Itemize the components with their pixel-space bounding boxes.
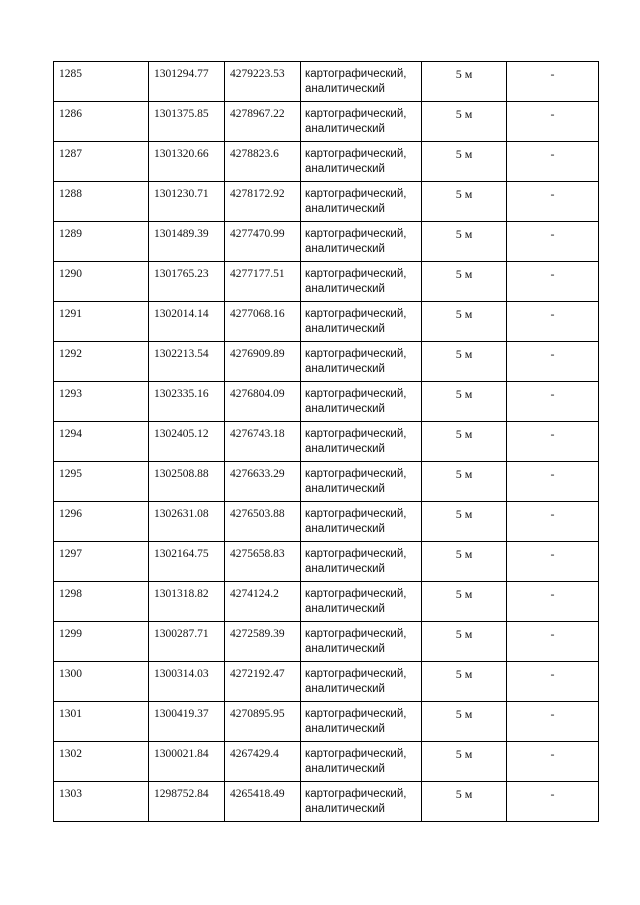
note-cell: - <box>507 382 599 422</box>
method-cell <box>301 622 422 662</box>
accuracy-cell: 5 м <box>422 502 507 542</box>
table-row <box>54 62 599 102</box>
table-row <box>54 622 599 662</box>
note-cell: - <box>507 662 599 702</box>
table-row <box>54 582 599 622</box>
point-number-cell: 1298 <box>54 582 149 622</box>
y-coordinate-cell: 4277068.16 <box>225 302 301 342</box>
method-line-1: картографический, <box>305 788 407 800</box>
x-coordinate-cell: 1302213.54 <box>149 342 225 382</box>
point-number-cell: 1287 <box>54 142 149 182</box>
table-row <box>54 262 599 302</box>
accuracy-cell: 5 м <box>422 222 507 262</box>
x-coordinate-cell: 1301320.66 <box>149 142 225 182</box>
point-number-cell: 1295 <box>54 462 149 502</box>
table-row <box>54 782 599 822</box>
x-coordinate-cell: 1300314.03 <box>149 662 225 702</box>
coordinates-table <box>53 61 599 822</box>
y-coordinate-cell: 4276909.89 <box>225 342 301 382</box>
method-cell <box>301 262 422 302</box>
accuracy-cell: 5 м <box>422 582 507 622</box>
method-cell <box>301 342 422 382</box>
method-line-1: картографический, <box>305 508 407 520</box>
method-cell <box>301 782 422 822</box>
method-line-1: картографический, <box>305 108 407 120</box>
x-coordinate-cell: 1300021.84 <box>149 742 225 782</box>
table-row <box>54 302 599 342</box>
table-row <box>54 462 599 502</box>
x-coordinate-cell: 1301765.23 <box>149 262 225 302</box>
note-cell: - <box>507 342 599 382</box>
table-body <box>54 62 599 822</box>
x-coordinate-cell: 1298752.84 <box>149 782 225 822</box>
method-line-2: аналитический <box>305 283 385 295</box>
method-cell <box>301 582 422 622</box>
accuracy-cell: 5 м <box>422 302 507 342</box>
method-line-1: картографический, <box>305 268 407 280</box>
x-coordinate-cell: 1300419.37 <box>149 702 225 742</box>
note-cell: - <box>507 622 599 662</box>
method-cell <box>301 542 422 582</box>
accuracy-cell: 5 м <box>422 742 507 782</box>
method-line-1: картографический, <box>305 228 407 240</box>
method-line-2: аналитический <box>305 483 385 495</box>
method-line-1: картографический, <box>305 548 407 560</box>
table-row <box>54 542 599 582</box>
point-number-cell: 1297 <box>54 542 149 582</box>
method-cell <box>301 422 422 462</box>
accuracy-cell: 5 м <box>422 342 507 382</box>
point-number-cell: 1294 <box>54 422 149 462</box>
point-number-cell: 1296 <box>54 502 149 542</box>
method-line-1: картографический, <box>305 388 407 400</box>
accuracy-cell: 5 м <box>422 102 507 142</box>
y-coordinate-cell: 4265418.49 <box>225 782 301 822</box>
table-row <box>54 142 599 182</box>
point-number-cell: 1286 <box>54 102 149 142</box>
point-number-cell: 1285 <box>54 62 149 102</box>
y-coordinate-cell: 4278172.92 <box>225 182 301 222</box>
y-coordinate-cell: 4272192.47 <box>225 662 301 702</box>
method-line-1: картографический, <box>305 188 407 200</box>
x-coordinate-cell: 1302508.88 <box>149 462 225 502</box>
method-cell <box>301 222 422 262</box>
method-line-1: картографический, <box>305 428 407 440</box>
y-coordinate-cell: 4272589.39 <box>225 622 301 662</box>
accuracy-cell: 5 м <box>422 782 507 822</box>
method-cell <box>301 382 422 422</box>
y-coordinate-cell: 4279223.53 <box>225 62 301 102</box>
table-row <box>54 382 599 422</box>
method-line-2: аналитический <box>305 643 385 655</box>
y-coordinate-cell: 4276743.18 <box>225 422 301 462</box>
y-coordinate-cell: 4277177.51 <box>225 262 301 302</box>
point-number-cell: 1302 <box>54 742 149 782</box>
method-cell <box>301 742 422 782</box>
y-coordinate-cell: 4275658.83 <box>225 542 301 582</box>
method-line-1: картографический, <box>305 708 407 720</box>
point-number-cell: 1288 <box>54 182 149 222</box>
method-cell <box>301 142 422 182</box>
accuracy-cell: 5 м <box>422 422 507 462</box>
x-coordinate-cell: 1300287.71 <box>149 622 225 662</box>
note-cell: - <box>507 62 599 102</box>
accuracy-cell: 5 м <box>422 62 507 102</box>
method-cell <box>301 62 422 102</box>
x-coordinate-cell: 1301318.82 <box>149 582 225 622</box>
y-coordinate-cell: 4276804.09 <box>225 382 301 422</box>
table-row <box>54 342 599 382</box>
y-coordinate-cell: 4276633.29 <box>225 462 301 502</box>
method-line-2: аналитический <box>305 763 385 775</box>
method-cell <box>301 182 422 222</box>
method-line-2: аналитический <box>305 603 385 615</box>
accuracy-cell: 5 м <box>422 262 507 302</box>
y-coordinate-cell: 4274124.2 <box>225 582 301 622</box>
method-line-1: картографический, <box>305 668 407 680</box>
y-coordinate-cell: 4278967.22 <box>225 102 301 142</box>
point-number-cell: 1300 <box>54 662 149 702</box>
method-line-1: картографический, <box>305 468 407 480</box>
method-cell <box>301 662 422 702</box>
accuracy-cell: 5 м <box>422 542 507 582</box>
accuracy-cell: 5 м <box>422 382 507 422</box>
table-row <box>54 742 599 782</box>
method-line-2: аналитический <box>305 803 385 815</box>
accuracy-cell: 5 м <box>422 462 507 502</box>
note-cell: - <box>507 182 599 222</box>
y-coordinate-cell: 4278823.6 <box>225 142 301 182</box>
x-coordinate-cell: 1301489.39 <box>149 222 225 262</box>
method-line-2: аналитический <box>305 403 385 415</box>
point-number-cell: 1289 <box>54 222 149 262</box>
method-line-1: картографический, <box>305 588 407 600</box>
method-line-2: аналитический <box>305 243 385 255</box>
note-cell: - <box>507 222 599 262</box>
method-cell <box>301 502 422 542</box>
method-line-2: аналитический <box>305 723 385 735</box>
note-cell: - <box>507 542 599 582</box>
method-line-1: картографический, <box>305 68 407 80</box>
note-cell: - <box>507 702 599 742</box>
accuracy-cell: 5 м <box>422 622 507 662</box>
note-cell: - <box>507 422 599 462</box>
method-line-1: картографический, <box>305 348 407 360</box>
point-number-cell: 1303 <box>54 782 149 822</box>
table-row <box>54 102 599 142</box>
x-coordinate-cell: 1301375.85 <box>149 102 225 142</box>
accuracy-cell: 5 м <box>422 182 507 222</box>
table-row <box>54 222 599 262</box>
x-coordinate-cell: 1301294.77 <box>149 62 225 102</box>
note-cell: - <box>507 102 599 142</box>
y-coordinate-cell: 4277470.99 <box>225 222 301 262</box>
point-number-cell: 1301 <box>54 702 149 742</box>
method-line-2: аналитический <box>305 443 385 455</box>
method-line-2: аналитический <box>305 163 385 175</box>
point-number-cell: 1299 <box>54 622 149 662</box>
method-line-1: картографический, <box>305 308 407 320</box>
method-line-2: аналитический <box>305 683 385 695</box>
note-cell: - <box>507 742 599 782</box>
method-line-2: аналитический <box>305 83 385 95</box>
x-coordinate-cell: 1302014.14 <box>149 302 225 342</box>
accuracy-cell: 5 м <box>422 142 507 182</box>
x-coordinate-cell: 1302631.08 <box>149 502 225 542</box>
method-cell <box>301 102 422 142</box>
method-line-2: аналитический <box>305 563 385 575</box>
point-number-cell: 1290 <box>54 262 149 302</box>
table-row <box>54 662 599 702</box>
table-row <box>54 182 599 222</box>
method-line-2: аналитический <box>305 203 385 215</box>
method-line-1: картографический, <box>305 628 407 640</box>
x-coordinate-cell: 1301230.71 <box>149 182 225 222</box>
method-line-2: аналитический <box>305 363 385 375</box>
note-cell: - <box>507 582 599 622</box>
method-line-1: картографический, <box>305 148 407 160</box>
note-cell: - <box>507 462 599 502</box>
y-coordinate-cell: 4276503.88 <box>225 502 301 542</box>
note-cell: - <box>507 262 599 302</box>
method-line-2: аналитический <box>305 523 385 535</box>
method-cell <box>301 702 422 742</box>
x-coordinate-cell: 1302405.12 <box>149 422 225 462</box>
method-line-2: аналитический <box>305 323 385 335</box>
accuracy-cell: 5 м <box>422 702 507 742</box>
method-cell <box>301 462 422 502</box>
note-cell: - <box>507 782 599 822</box>
note-cell: - <box>507 502 599 542</box>
method-cell <box>301 302 422 342</box>
x-coordinate-cell: 1302164.75 <box>149 542 225 582</box>
point-number-cell: 1292 <box>54 342 149 382</box>
point-number-cell: 1293 <box>54 382 149 422</box>
point-number-cell: 1291 <box>54 302 149 342</box>
y-coordinate-cell: 4270895.95 <box>225 702 301 742</box>
note-cell: - <box>507 302 599 342</box>
x-coordinate-cell: 1302335.16 <box>149 382 225 422</box>
note-cell: - <box>507 142 599 182</box>
table-row <box>54 702 599 742</box>
method-line-2: аналитический <box>305 123 385 135</box>
accuracy-cell: 5 м <box>422 662 507 702</box>
method-line-1: картографический, <box>305 748 407 760</box>
table-row <box>54 422 599 462</box>
table-row <box>54 502 599 542</box>
y-coordinate-cell: 4267429.4 <box>225 742 301 782</box>
